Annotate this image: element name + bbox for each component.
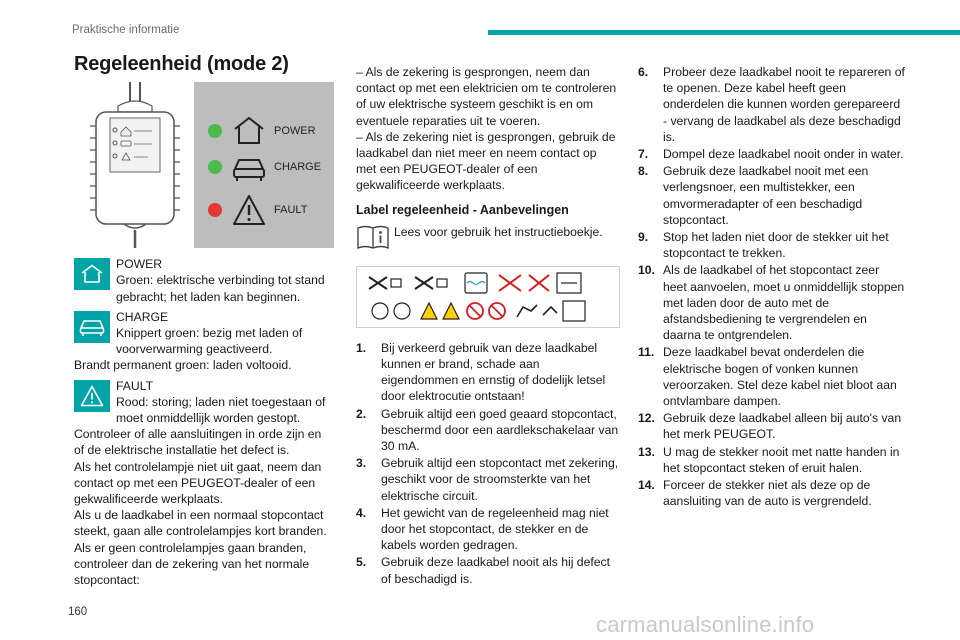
indicator-fault [74,378,334,589]
warning-label-symbols [356,266,620,328]
list-item: 7. Dompel deze laadkabel nooit onder in water. [638,147,904,162]
fault-row [208,194,307,226]
car-icon [232,152,266,182]
power-badge [74,258,110,290]
fault-badge [74,380,110,412]
header-section-title: Praktische informatie [72,24,180,36]
column-1 [74,53,334,588]
recommendations-list-1 [356,340,620,587]
indicator-text: Groen: elektrische verbinding tot stand gebracht; het laden kan beginnen. [116,273,325,304]
list-item: 8. Gebruik deze laadkabel nooit met een verlengsnoer, een multistekker, een omvormeradapter of een beschadigd stopcontact. [638,164,869,227]
list-item: 14. Forceer de stekker niet als deze op de aansluiting van de auto is vergrendeld. [638,478,872,509]
dash-item: – Als de zekering is gesprongen, neem dan contact op met een elektricien om te controleren of uw elektrische systeem geschikt is en om eventuele reparaties uit te voeren. [356,65,617,128]
indicator-power [74,256,334,305]
charge-row [208,152,321,182]
charge-led [208,160,222,174]
instruction-book-text: Lees voor gebruik het instructieboekje. [394,224,603,239]
list-item: 3. Gebruik altijd een stopcontact met zekering, geschikt voor de stroomsterkte van het elektrische circuit. [356,456,619,503]
control-unit-illustration [74,82,330,248]
indicator-text: Als er geen controlelampjes gaan branden, controleer dan de zekering van het normale stopcontact: [74,540,310,588]
power-led [208,124,222,138]
warning-triangle-icon [232,194,266,226]
power-row [208,116,316,146]
fault-led [208,203,222,217]
list-item: 1. Bij verkeerd gebruik van deze laadkabel kunnen er brand, schade aan eigendommen en ernstig of dodelijk letsel door elektrocutie ontstaan! [356,340,606,404]
list-item: 11. Deze laadkabel bevat onderdelen die elektrische bogen of vonken kunnen veroorzaken. Stel deze kabel niet bloot aan ontvlambare dampen. [638,345,897,409]
list-item: 4. Het gewicht van de regeleenheid mag niet door het stopcontact, de stekker en de kabels worden gedragen. [356,505,609,553]
header-accent-bar [488,30,960,35]
column-2 [356,64,620,588]
indicator-text: Als u de laadkabel in een normaal stopcontact steekt, gaan alle controlelampjes kort branden. [74,508,327,539]
warning-triangle-icon [80,385,104,407]
indicator-panel [194,82,334,248]
indicator-charge [74,309,334,374]
indicator-text: Rood: storing; laden niet toegestaan of moet onmiddellijk worden gestopt. Controleer of alle aansluitingen in orde zijn en of de elektrische installatie het defect is. [74,394,326,458]
control-unit-drawing [88,82,206,248]
list-item: 12. Gebruik deze laadkabel alleen bij auto's van het merk PEUGEOT. [638,411,902,442]
dash-item: – Als de zekering niet is gesprongen, gebruik de laadkabel dan niet meer en neem contact op met een PEUGEOT-dealer of een gekwalificeerde werkplaats. [356,129,616,193]
list-item: 9. Stop het laden niet door de stekker uit het stopcontact te trekken. [638,230,889,261]
indicator-text: Brandt permanent groen: laden voltooid. [74,358,292,373]
power-label: POWER [274,125,316,138]
recommendations-list-2 [638,64,906,509]
home-icon [80,264,104,284]
car-icon [79,317,105,337]
list-item: 6. Probeer deze laadkabel nooit te repareren of te openen. Deze kabel heeft geen onderdelen die kunnen worden gerepareerd - vervang de laadkabel als deze beschadigd is. [638,65,905,144]
indicator-name: POWER [116,257,163,272]
home-icon [232,116,266,146]
charge-badge [74,311,110,343]
indicator-text: Als het controlelampje niet uit gaat, neem dan contact op met een PEUGEOT-dealer of een gekwalificeerde werkplaats. [74,459,322,507]
list-item: 10. Als de laadkabel of het stopcontact zeer heet aanvoelen, moet u onmiddellijk stoppen met laden door de auto met de afstandsbediening te vergrendelen en daarna te ontgrendelen. [638,263,905,343]
list-item: 5. Gebruik deze laadkabel nooit als hij defect of beschadigd is. [356,555,610,586]
safety-symbols-strip [357,267,619,327]
list-item: 2. Gebruik altijd een goed geaard stopcontact, beschermd door een aardlekschakelaar van 30 mA. [356,406,619,454]
charge-label: CHARGE [274,161,322,174]
page-title: Regeleenheid (mode 2) [74,53,289,75]
watermark: carmanualsonline.info [596,612,815,637]
indicator-name: FAULT [116,378,154,393]
list-item: 13. U mag de stekker nooit met natte handen in het stopcontact steken of eruit halen. [638,444,900,475]
label-recommendations-heading: Label regeleenheid - Aanbevelingen [356,202,569,217]
fault-label: FAULT [274,204,308,217]
column-3 [638,64,906,510]
instruction-book-icon [356,224,390,250]
instruction-book-row [356,224,620,250]
page-number: 160 [68,606,88,618]
indicator-name: CHARGE [116,309,169,324]
indicator-text: Knippert groen: bezig met laden of voorverwarming geactiveerd. [116,326,303,357]
